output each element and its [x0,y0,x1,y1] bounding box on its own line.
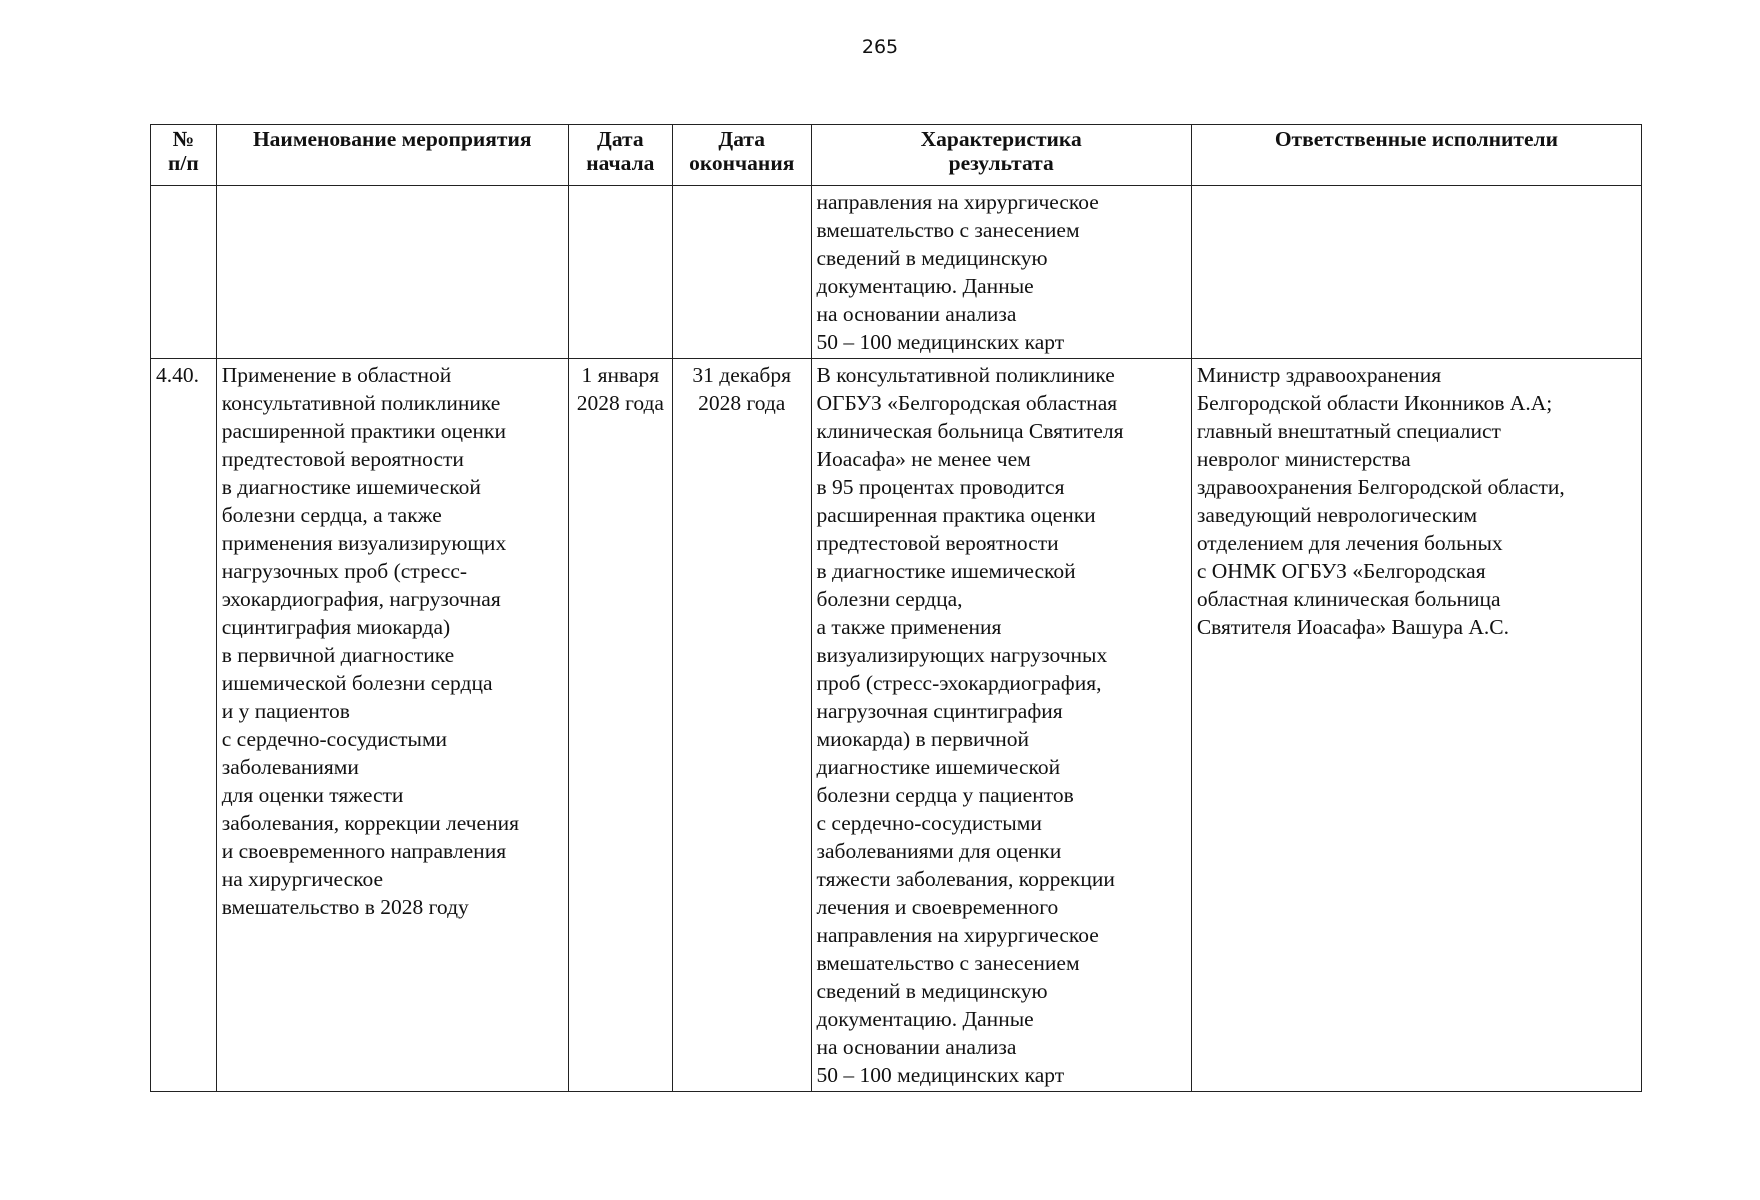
table-row-continuation [151,186,1642,359]
cell-event-name: Применение в областной консультативной поликлинике расширенной практики оценки предтестовой вероятности в диагностике ишемической болезни сердца, а также применения визуализирующих нагрузочных проб (стресс- эхокардиография, нагрузочная сцинтиграфия миокарда) в первичной диагностике ишемической болезни сердца и у пациентов с сердечно-сосудистыми заболеваниями для оценки тяжести заболевания, коррекции лечения и своевременного направления на хирургическое вмешательство в 2028 году [216,359,568,1092]
table-header-row [151,125,1642,186]
header-result: Характеристика результата [811,125,1191,186]
cell-responsible-empty [1191,186,1641,359]
cell-start-empty [568,186,672,359]
table-row [151,359,1642,1092]
cell-result-continuation: направления на хирургическое вмешательство с занесением сведений в медицинскую документацию. Данные на основании анализа 50 – 100 медицинских карт [811,186,1191,359]
header-responsible: Ответственные исполнители [1191,125,1641,186]
header-end-date: Дата окончания [672,125,811,186]
cell-number-empty [151,186,217,359]
cell-responsible: Министр здравоохранения Белгородской области Иконников А.А; главный внештатный специалист невролог министерства здравоохранения Белгородской области, заведующий неврологическим отделением для лечения больных с ОНМК ОГБУЗ «Белгородская областная клиническая больница Святителя Иоасафа» Вашура А.С. [1191,359,1641,1092]
cell-name-empty [216,186,568,359]
header-event-name: Наименование мероприятия [216,125,568,186]
header-number: № п/п [151,125,217,186]
cell-end-empty [672,186,811,359]
header-start-date: Дата начала [568,125,672,186]
cell-start-date: 1 января 2028 года [568,359,672,1092]
cell-number: 4.40. [151,359,217,1092]
action-plan-table [150,124,1642,1092]
page-number: 265 [861,36,899,58]
cell-result: В консультативной поликлинике ОГБУЗ «Белгородская областная клиническая больница Святителя Иоасафа» не менее чем в 95 процентах проводится расширенная практика оценки предтестовой вероятности в диагностике ишемической болезни сердца, а также применения визуализирующих нагрузочных проб (стресс-эхокардиография, нагрузочная сцинтиграфия миокарда) в первичной диагностике ишемической болезни сердца у пациентов с сердечно-сосудистыми заболеваниями для оценки тяжести заболевания, коррекции лечения и своевременного направления на хирургическое вмешательство с занесением сведений в медицинскую документацию. Данные на основании анализа 50 – 100 медицинских карт [811,359,1191,1092]
cell-end-date: 31 декабря 2028 года [672,359,811,1092]
